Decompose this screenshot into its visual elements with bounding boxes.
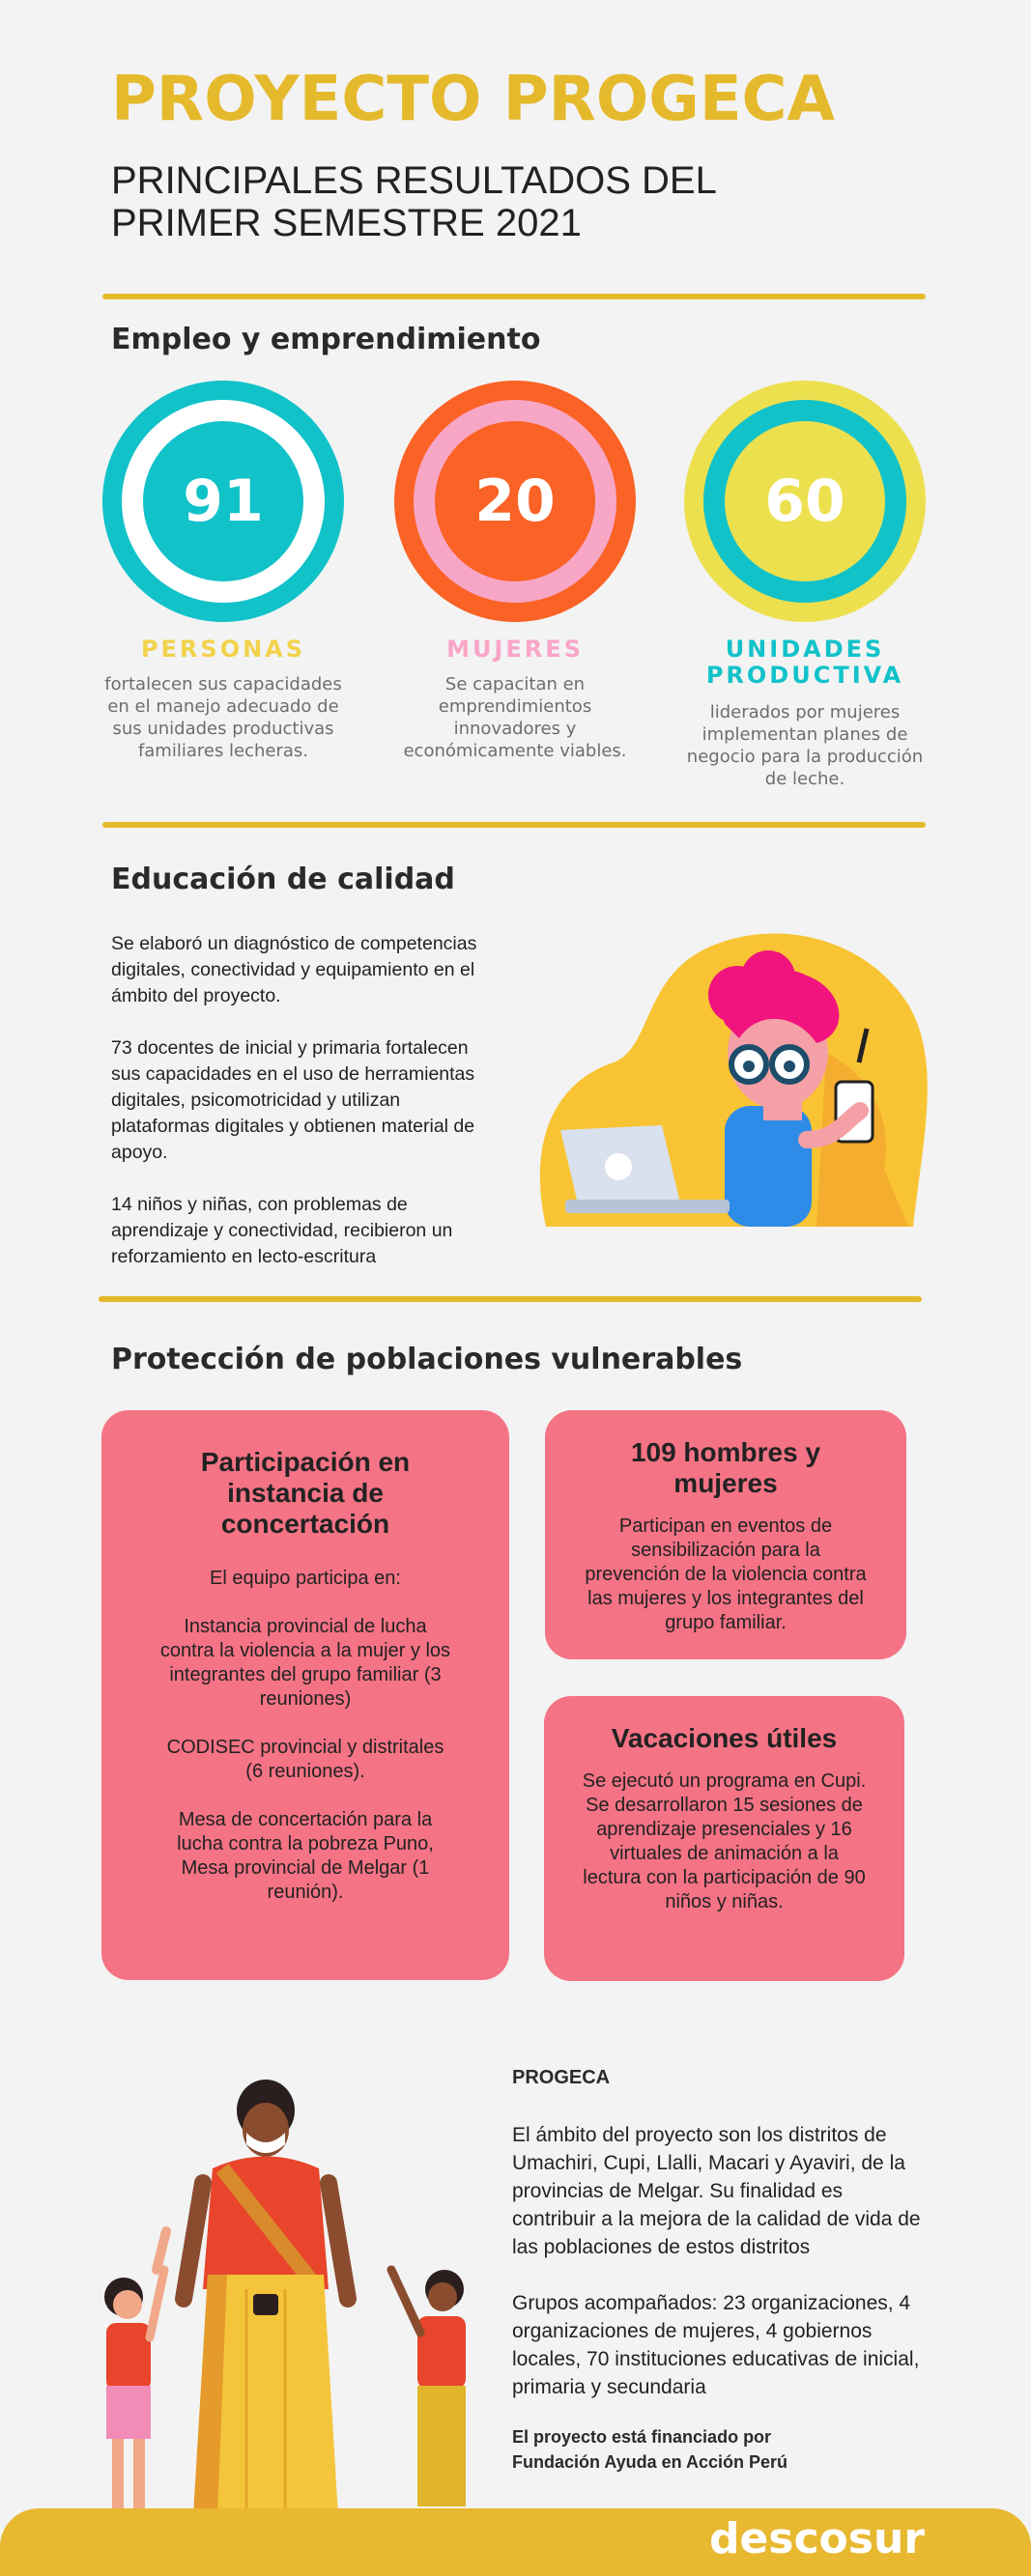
page-title: PROYECTO PROGECA xyxy=(111,64,836,135)
stat-label-personas: PERSONAS xyxy=(140,636,306,663)
divider xyxy=(99,1296,922,1302)
card-title: Vacaciones útiles xyxy=(611,1723,838,1753)
stat-value: 20 xyxy=(474,467,556,535)
woman-laptop-illustration xyxy=(527,918,932,1236)
page-subtitle xyxy=(111,159,884,244)
card-paragraph: Instancia provincial de lucha contra la violencia a la mujer y los integrantes del grupo familiar (3 reuniones) xyxy=(159,1616,451,1710)
progeca-paragraph: El ámbito del proyecto son los distritos de Umachiri, Cupi, Llalli, Macari y Ayaviri, de la provincias de Melgar. Su finalidad es contribuir a la mejora de la calidad de vida de las poblaciones de estos distritos xyxy=(512,2124,921,2258)
subtitle-line-1: PRINCIPALES RESULTADOS DEL xyxy=(111,159,717,202)
card-hombres-mujeres xyxy=(545,1410,906,1659)
stat-label-mujeres: MUJERES xyxy=(446,636,584,663)
stat-ring-mujeres xyxy=(394,381,636,622)
section-heading-proteccion: Protección de poblaciones vulnerables xyxy=(111,1343,743,1376)
progeca-paragraph: Grupos acompañados: 23 organizaciones, 4 organizaciones de mujeres, 4 gobiernos locales, 70 instituciones educativas de inicial, primaria y secundaria xyxy=(512,2292,920,2398)
section-heading-educacion: Educación de calidad xyxy=(111,863,455,896)
funding-line-2: Fundación Ayuda en Acción Perú xyxy=(512,2452,788,2472)
stat-value: 60 xyxy=(764,467,845,535)
card-body: Participan en eventos de sensibilización para la prevención de la violencia contra las mujeres y los integrantes del grupo familiar. xyxy=(585,1515,867,1633)
stat-value: 91 xyxy=(183,467,264,535)
progeca-heading: PROGECA xyxy=(512,2067,611,2088)
educacion-paragraph: 73 docentes de inicial y primaria fortalecen sus capacidades en el uso de herramientas digitales, psicomotricidad y utilizan plataformas digitales y obtienen material de apoyo. xyxy=(111,1037,475,1163)
card-paragraph: CODISEC provincial y distritales (6 reuniones). xyxy=(166,1737,444,1782)
educacion-paragraph: 14 niños y niñas, con problemas de aprendizaje y conectividad, recibieron un reforzamiento en lecto-escritura xyxy=(111,1194,453,1267)
progeca-text xyxy=(512,2121,928,2429)
educacion-text xyxy=(111,931,498,1296)
stat-label-unidades: UNIDADES PRODUCTIVA xyxy=(705,636,904,689)
card-title: Participación en instancia de concertación xyxy=(200,1447,411,1539)
stat-ring-personas xyxy=(102,381,344,622)
subtitle-line-2: PRIMER SEMESTRE 2021 xyxy=(111,202,582,244)
funding-note xyxy=(512,2424,788,2475)
card-participacion xyxy=(101,1410,509,1980)
section-heading-empleo: Empleo y emprendimiento xyxy=(111,323,541,356)
card-title: 109 hombres y mujeres xyxy=(630,1437,821,1498)
funding-line-1: El proyecto está financiado por xyxy=(512,2427,772,2447)
card-body xyxy=(159,1567,451,1905)
stat-desc-mujeres: Se capacitan en emprendimientos innovadores y económicamente viables. xyxy=(403,674,627,761)
stat-ring-unidades xyxy=(684,381,926,622)
family-illustration xyxy=(77,2077,473,2540)
educacion-paragraph: Se elaboró un diagnóstico de competencias digitales, conectividad y equipamiento en el ámbito del proyecto. xyxy=(111,933,477,1006)
card-paragraph: Mesa de concertación para la lucha contra la pobreza Puno, Mesa provincial de Melgar (1 reunión). xyxy=(177,1809,434,1903)
stat-desc-unidades: liderados por mujeres implementan planes de negocio para la producción de leche. xyxy=(686,702,924,789)
card-vacaciones xyxy=(544,1696,904,1981)
card-body: Se ejecutó un programa en Cupi. Se desarrollaron 15 sesiones de aprendizaje presenciales y 16 virtuales de animación a la lectura con la participación de 90 niños y niñas. xyxy=(582,1770,867,1912)
stat-desc-personas: fortalecen sus capacidades en el manejo adecuado de sus unidades productivas familiares lecheras. xyxy=(104,674,342,761)
card-paragraph: El equipo participa en: xyxy=(210,1568,401,1589)
divider xyxy=(102,294,926,299)
brand-logo: descosur xyxy=(708,2514,925,2563)
divider xyxy=(102,822,926,828)
